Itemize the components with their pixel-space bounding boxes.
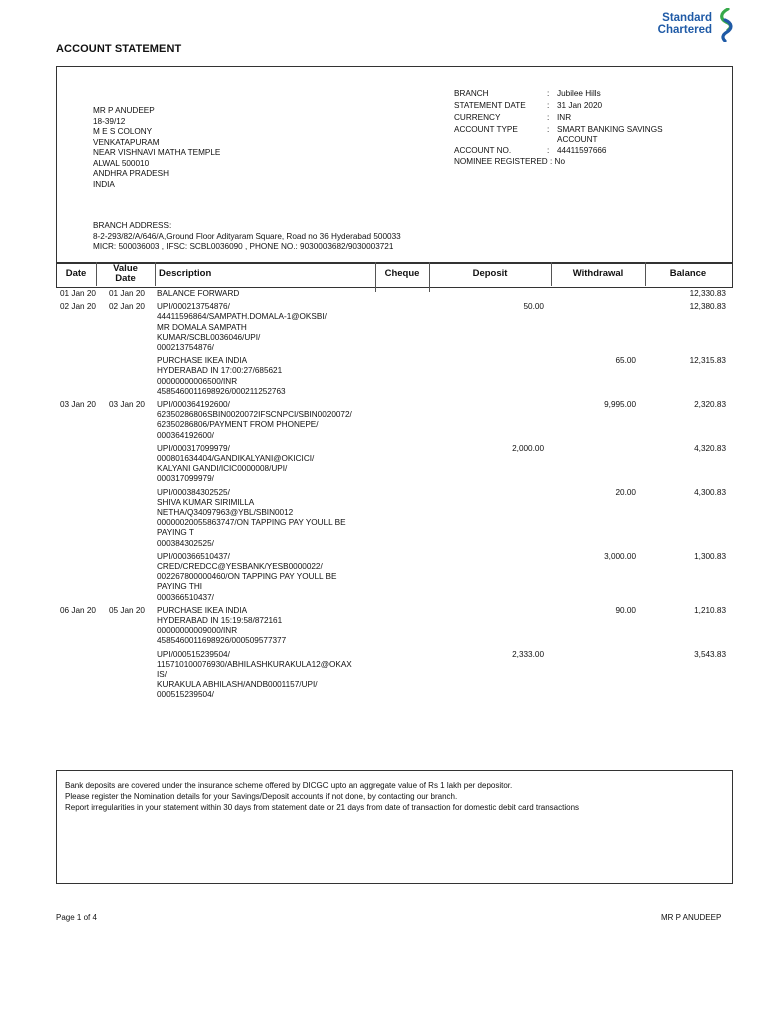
description-line: 000364192600/ — [157, 430, 214, 440]
description-line: KUMAR/SCBL0036046/UPI/ — [157, 332, 261, 342]
description-line: UPI/000384302525/ — [157, 487, 230, 497]
row-withdrawal: 20.00 — [615, 487, 636, 497]
description-line: 00000020055863747/ON TAPPING PAY YOULL BE — [157, 518, 346, 528]
info-label: ACCOUNT TYPE — [454, 125, 518, 134]
info-colon: : — [547, 125, 550, 134]
row-value-date: 03 Jan 20 — [109, 400, 145, 409]
description-line: UPI/000364192600/ — [157, 400, 230, 409]
info-colon: : — [547, 113, 550, 122]
row-value-date: 01 Jan 20 — [109, 289, 145, 298]
description-line: 62350286806SBIN0020072IFSCNPCI/SBIN0020072/ — [157, 410, 352, 420]
brand-mark-icon — [716, 8, 738, 42]
row-date: 02 Jan 20 — [60, 302, 96, 312]
description-line: 002267800000460/ON TAPPING PAY YOULL BE — [157, 572, 337, 582]
address-line: 18-39/12 — [93, 116, 126, 126]
page-title: ACCOUNT STATEMENT — [56, 43, 182, 55]
header-divider — [96, 262, 97, 286]
description-line: 44411596864/SAMPATH.DOMALA-1@OKSBI/ — [157, 312, 327, 322]
page-account-name: MR P ANUDEEP — [661, 913, 722, 922]
row-description — [157, 606, 375, 647]
col-value-date-line2: Date — [115, 273, 136, 284]
address-line: MR P ANUDEEP — [93, 106, 155, 115]
info-row — [454, 100, 697, 112]
row-balance: 12,315.83 — [689, 356, 726, 366]
description-line: BALANCE FORWARD — [157, 289, 240, 298]
description-line: PURCHASE IKEA INDIA — [157, 356, 248, 366]
col-date: Date — [65, 268, 87, 279]
row-withdrawal: 9,995.00 — [604, 400, 636, 409]
info-value: INR — [557, 113, 572, 122]
notice-line: Bank deposits are covered under the insurance scheme offered by DICGC upto an aggregate value of Rs 1 lakh per depositor. — [65, 781, 513, 790]
description-line: 4585460011698926/000509577377 — [157, 636, 287, 646]
col-withdrawal: Withdrawal — [572, 268, 624, 279]
row-balance: 4,300.83 — [694, 487, 726, 497]
info-row — [454, 88, 697, 100]
info-row — [454, 124, 697, 145]
description-line: NETHA/Q34097963@YBL/SBIN0012 — [157, 508, 294, 517]
description-line: PAYING T — [157, 528, 194, 538]
row-description — [157, 488, 375, 549]
customer-address — [93, 106, 220, 190]
description-line: 115710100076930/ABHILASHKURAKULA12@OKAX — [157, 659, 352, 669]
row-balance: 12,330.83 — [689, 289, 726, 298]
brand-line-1: Standard — [662, 12, 712, 24]
address-line: ALWAL 500010 — [93, 158, 150, 168]
row-description — [157, 302, 375, 353]
col-deposit: Deposit — [472, 268, 508, 279]
info-label: ACCOUNT NO. — [454, 146, 512, 155]
header-divider — [551, 262, 552, 286]
description-line: 00000000006500/INR — [157, 376, 238, 386]
description-line: 000801634404/GANDIKALYANI@OKICICI/ — [157, 454, 315, 463]
description-line: CRED/CREDCC@YESBANK/YESB0000022/ — [157, 562, 323, 571]
description-line: PAYING THI — [157, 582, 203, 592]
notice-line: Report irregularities in your statement within 30 days from statement date or 21 days from date of transaction for domestic debit card transactions — [65, 803, 580, 812]
header-divider — [375, 262, 376, 286]
row-balance: 3,543.83 — [694, 649, 726, 659]
row-withdrawal: 65.00 — [615, 356, 636, 366]
description-line: IS/ — [157, 670, 168, 679]
row-date: 03 Jan 20 — [60, 400, 96, 409]
description-line: MR DOMALA SAMPATH — [157, 322, 247, 332]
row-balance: 4,320.83 — [694, 443, 726, 453]
description-line: 000515239504/ — [157, 690, 214, 700]
branch-codes-line: MICR: 500036003 , IFSC: SCBL0036090 , PHONE NO.: 9030003682/9030003721 — [93, 242, 394, 251]
address-line: NEAR VISHNAVI MATHA TEMPLE — [93, 148, 221, 157]
brand-name — [656, 12, 712, 36]
branch-address-label: BRANCH ADDRESS: — [93, 221, 172, 230]
row-balance: 1,210.83 — [694, 605, 726, 615]
header-divider — [645, 262, 646, 286]
description-line: 000213754876/ — [157, 343, 214, 352]
row-deposit: 50.00 — [523, 302, 544, 312]
description-line: UPI/000213754876/ — [157, 302, 230, 312]
header-divider — [429, 262, 430, 286]
nominee-registered: NOMINEE REGISTERED : No — [454, 157, 566, 166]
branch-address — [93, 221, 401, 253]
notice-text — [65, 780, 579, 813]
standard-chartered-logo — [652, 8, 738, 42]
description-line: 000317099979/ — [157, 474, 214, 484]
info-colon: : — [547, 146, 550, 155]
col-value-date-line1: Value — [113, 263, 138, 274]
description-line: 62350286806/PAYMENT FROM PHONEPE/ — [157, 420, 319, 430]
description-line: 000366510437/ — [157, 592, 214, 602]
description-line: 00000000009000/INR — [157, 626, 238, 636]
branch-address-line: 8-2-293/82/A/646/A,Ground Floor Adityaram Square, Road no 36 Hyderabad 500033 — [93, 231, 401, 241]
info-colon: : — [547, 89, 550, 98]
row-withdrawal: 90.00 — [615, 605, 636, 615]
description-line: KURAKULA ABHILASH/ANDB0001157/UPI/ — [157, 680, 318, 690]
row-description — [157, 444, 375, 485]
row-value-date: 05 Jan 20 — [109, 605, 145, 615]
description-line: UPI/000366510437/ — [157, 551, 230, 561]
row-withdrawal: 3,000.00 — [604, 551, 636, 561]
row-value-date: 02 Jan 20 — [109, 302, 145, 312]
row-description — [157, 356, 375, 397]
row-description — [157, 400, 375, 441]
account-info — [454, 88, 697, 168]
row-date: 01 Jan 20 — [60, 289, 96, 298]
info-label: BRANCH — [454, 89, 489, 98]
description-line: UPI/000515239504/ — [157, 649, 230, 659]
row-description — [157, 552, 375, 603]
info-colon: : — [547, 101, 550, 110]
description-line: KALYANI GANDI/ICIC0000008/UPI/ — [157, 464, 288, 474]
info-value: 31 Jan 2020 — [557, 101, 603, 110]
address-line: VENKATAPURAM — [93, 137, 160, 147]
col-cheque: Cheque — [384, 268, 420, 279]
description-line: PURCHASE IKEA INDIA — [157, 605, 248, 615]
row-date: 06 Jan 20 — [60, 605, 96, 615]
description-line: 000384302525/ — [157, 538, 214, 548]
row-balance: 12,380.83 — [689, 302, 726, 312]
info-label: CURRENCY — [454, 113, 501, 122]
page-number: Page 1 of 4 — [56, 913, 97, 922]
row-balance: 2,320.83 — [694, 400, 726, 409]
row-deposit: 2,333.00 — [512, 649, 544, 659]
address-line: ANDHRA PRADESH — [93, 169, 169, 178]
info-row — [454, 112, 697, 124]
body-divider — [429, 286, 430, 292]
info-value: SMART BANKING SAVINGS ACCOUNT — [557, 125, 663, 144]
description-line: HYDERABAD IN 15:19:58/872161 — [157, 616, 283, 625]
description-line: UPI/000317099979/ — [157, 443, 230, 453]
col-balance: Balance — [669, 268, 707, 279]
notice-line: Please register the Nomination details for your Savings/Deposit accounts if not done, by contacting our branch. — [65, 792, 458, 801]
row-deposit: 2,000.00 — [512, 443, 544, 453]
info-value: Jubilee Hills — [557, 89, 601, 98]
row-description — [157, 289, 375, 299]
col-description: Description — [159, 268, 212, 279]
row-description — [157, 650, 375, 701]
address-line: INDIA — [93, 179, 115, 189]
brand-line-2: Chartered — [657, 24, 712, 36]
info-label: STATEMENT DATE — [454, 101, 526, 110]
col-value-date — [96, 262, 155, 286]
info-value: 44411597666 — [557, 146, 607, 155]
row-balance: 1,300.83 — [694, 551, 726, 561]
body-divider — [375, 286, 376, 292]
description-line: 4585460011698926/000211252763 — [157, 386, 286, 396]
address-line: M E S COLONY — [93, 127, 153, 136]
description-line: SHIVA KUMAR SIRIMILLA — [157, 497, 255, 507]
header-divider — [155, 262, 156, 286]
description-line: HYDERABAD IN 17:00:27/685621 — [157, 366, 283, 376]
